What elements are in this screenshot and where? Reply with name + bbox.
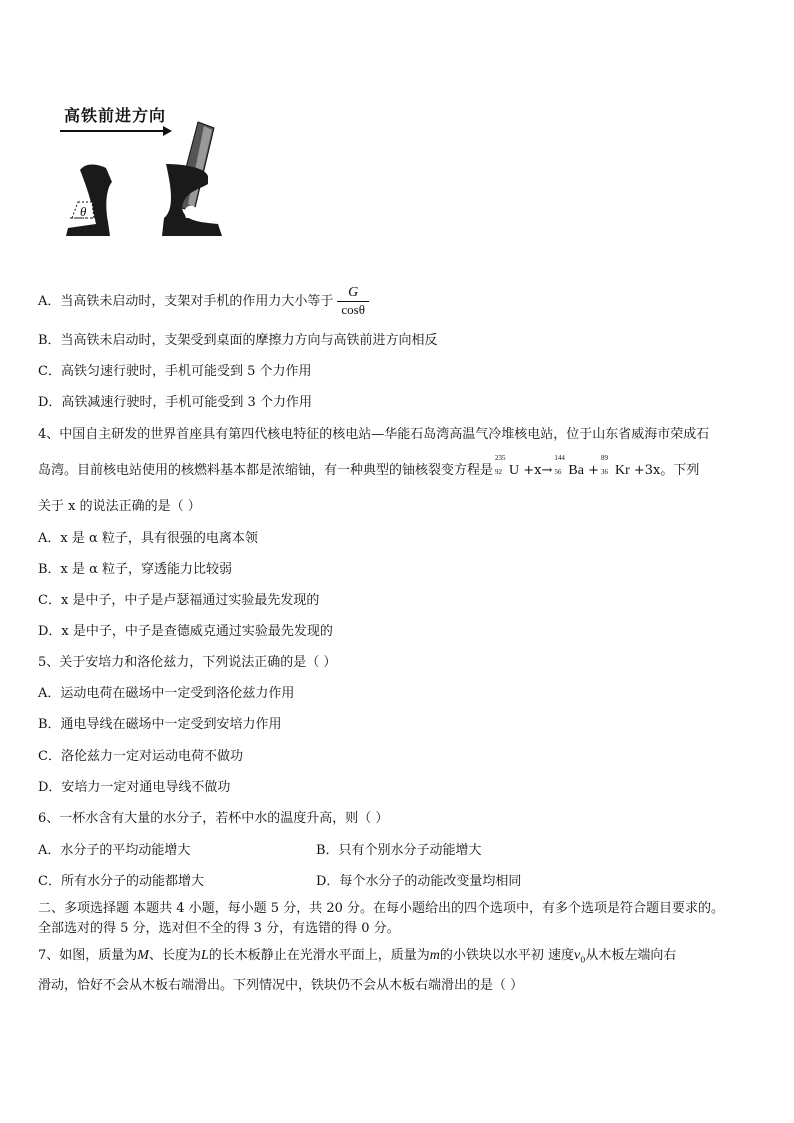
q4-stem-line3: 关于 x 的说法正确的是（ ） <box>38 499 201 514</box>
phone-stand-icon <box>66 165 112 237</box>
q3-option-a: A．当高铁未启动时，支架对手机的作用力大小等于 $\frac{G}{\cos\theta}$ <box>38 285 369 318</box>
q7-stem-line2: 滑动，恰好不会从木板右端滑出。下列情况中，铁块仍不会从木板右端滑出的是（ ） <box>38 978 524 993</box>
q3-option-c: C．高铁匀速行驶时，手机可能受到 5 个力作用 <box>38 364 312 379</box>
nuclide-kr: 89 36 <box>600 454 608 476</box>
fraction-g-over-cos: $\frac{G}{\cos\theta}$ <box>337 285 369 318</box>
q6-option-a: A．水分子的平均动能增大 <box>38 843 191 858</box>
q3-option-b: B．当高铁未启动时，支架受到桌面的摩擦力方向与高铁前进方向相反 <box>38 333 438 348</box>
arrow-right-icon <box>60 126 172 136</box>
q6-option-d: D．每个水分子的动能改变量均相同 <box>316 874 522 889</box>
q5-stem: 5、关于安培力和洛伦兹力，下列说法正确的是（ ） <box>38 655 337 670</box>
q4-option-a: A．x 是 α 粒子，具有很强的电离本领 <box>38 531 258 546</box>
section-2-heading: 二、多项选择题 本题共 4 小题，每小题 5 分，共 20 分。在每小题给出的四个选项中，有多个选项是符合题目要求的。 <box>38 901 725 916</box>
nuclide-u: 235 92 <box>495 454 506 476</box>
q5-option-a: A．运动电荷在磁场中一定受到洛伦兹力作用 <box>38 686 295 701</box>
q4-option-c: C．x 是中子，中子是卢瑟福通过实验最先发现的 <box>38 593 320 608</box>
q4-stem-line2: 岛湾。目前核电站使用的核燃料基本都是浓缩铀，有一种典型的铀核裂变方程是 235 92 U +x→ 144 56 Ba + 89 36 Kr +3x。下列 <box>38 454 700 478</box>
q4-option-d: D．x 是中子，中子是查德威克通过实验最先发现的 <box>38 624 333 639</box>
angle-label: θ <box>80 204 87 219</box>
section-2-scoring: 全部选对的得 5 分，选对但不全的得 3 分，有选错的得 0 分。 <box>38 921 400 936</box>
nuclide-ba: 144 56 <box>554 454 565 476</box>
q6-option-c: C．所有水分子的动能都增大 <box>38 874 204 889</box>
q6-option-b: B．只有个别水分子动能增大 <box>316 843 482 858</box>
q5-option-b: B．通电导线在磁场中一定受到安培力作用 <box>38 717 282 732</box>
q4-option-b: B．x 是 α 粒子，穿透能力比较弱 <box>38 562 233 577</box>
q5-option-c: C．洛伦兹力一定对运动电荷不做功 <box>38 749 243 764</box>
q5-option-d: D．安培力一定对通电导线不做功 <box>38 780 231 795</box>
phone-stand-drawing <box>58 100 233 250</box>
q7-stem-line1: 7、如图，质量为M、长度为L的长木板静止在光滑水平面上，质量为m的小铁块以水平初 速度$v_0$从木板左端向右 <box>38 948 677 965</box>
q4-stem-line1: 4、中国自主研发的世界首座具有第四代核电特征的核电站—华能石岛湾高温气冷堆核电站，位于山东省威海市荣成石 <box>38 427 710 442</box>
q3-option-d: D．高铁减速行驶时，手机可能受到 3 个力作用 <box>38 395 312 410</box>
phone-stand-figure <box>58 100 233 250</box>
q6-stem: 6、一杯水含有大量的水分子，若杯中水的温度升高，则（ ） <box>38 811 389 826</box>
direction-caption: 高铁前进方向 <box>64 106 167 125</box>
